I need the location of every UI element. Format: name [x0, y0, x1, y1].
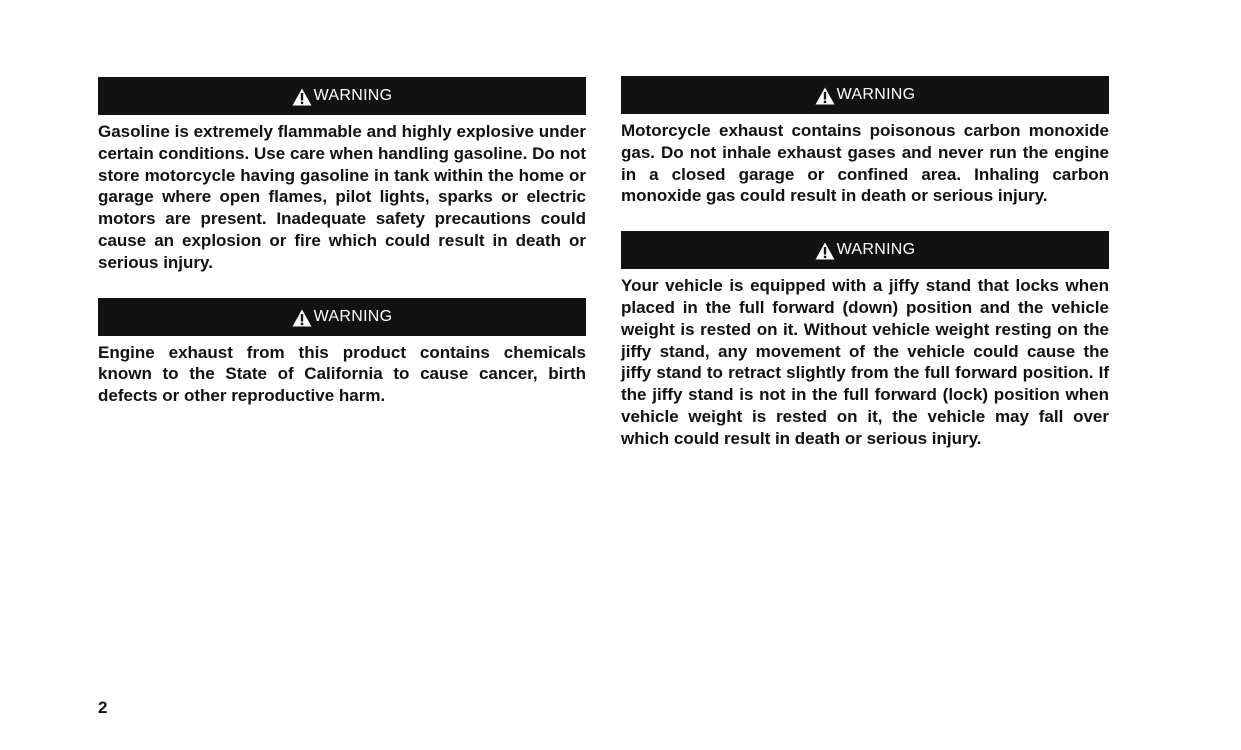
left-column [98, 77, 586, 407]
warning-label: WARNING [836, 86, 916, 103]
warning-text: Your vehicle is equipped with a jiffy stand that locks when placed in the full forward (down) position and the vehicle weight is rested on it. Without vehicle weight resting on the jiffy stand, any movement of the vehicle could cause the jiffy stand to retract slightly from the full forward position. If the jiffy stand is not in the full forward (lock) position when vehicle weight is rested on it, the vehicle may fall over which could result in death or serious injury. [621, 276, 1109, 448]
warning-label: WARNING [313, 307, 393, 325]
alert-triangle-icon [292, 309, 312, 327]
warning-label: WARNING [836, 241, 916, 259]
warning-text: Gasoline is extremely flammable and highly explosive under certain conditions. Use care when handling gasoline. Do not store motorcycle having gasoline in tank within the home or garage where open flames, pilot lights, sparks or electric motors are present. Inadequate safety precautions could cause an explosion or fire which could result in death or serious injury. [98, 122, 586, 272]
warning-text: Engine exhaust from this product contains chemicals known to the State of California to cause cancer, birth defects or other reproductive harm. [98, 342, 586, 406]
warning-jiffy-stand [621, 231, 1109, 449]
page-number: 2 [98, 698, 108, 717]
right-column [621, 76, 1109, 450]
warning-banner [98, 298, 586, 336]
warning-text: Motorcycle exhaust contains poisonous carbon monoxide gas. Do not inhale exhaust gases and never run the engine in a closed garage or confined area. Inhaling carbon monoxide gas could result in death or serious injury. [621, 121, 1109, 206]
warning-banner [621, 76, 1109, 114]
warning-gasoline [98, 77, 586, 274]
alert-triangle-icon [815, 87, 835, 105]
alert-triangle-icon [292, 88, 312, 106]
warning-label: WARNING [313, 87, 393, 104]
warning-carbon-monoxide [621, 76, 1109, 207]
warning-banner [621, 231, 1109, 269]
warning-banner [98, 77, 586, 115]
alert-triangle-icon [815, 242, 835, 260]
warning-california [98, 298, 586, 407]
